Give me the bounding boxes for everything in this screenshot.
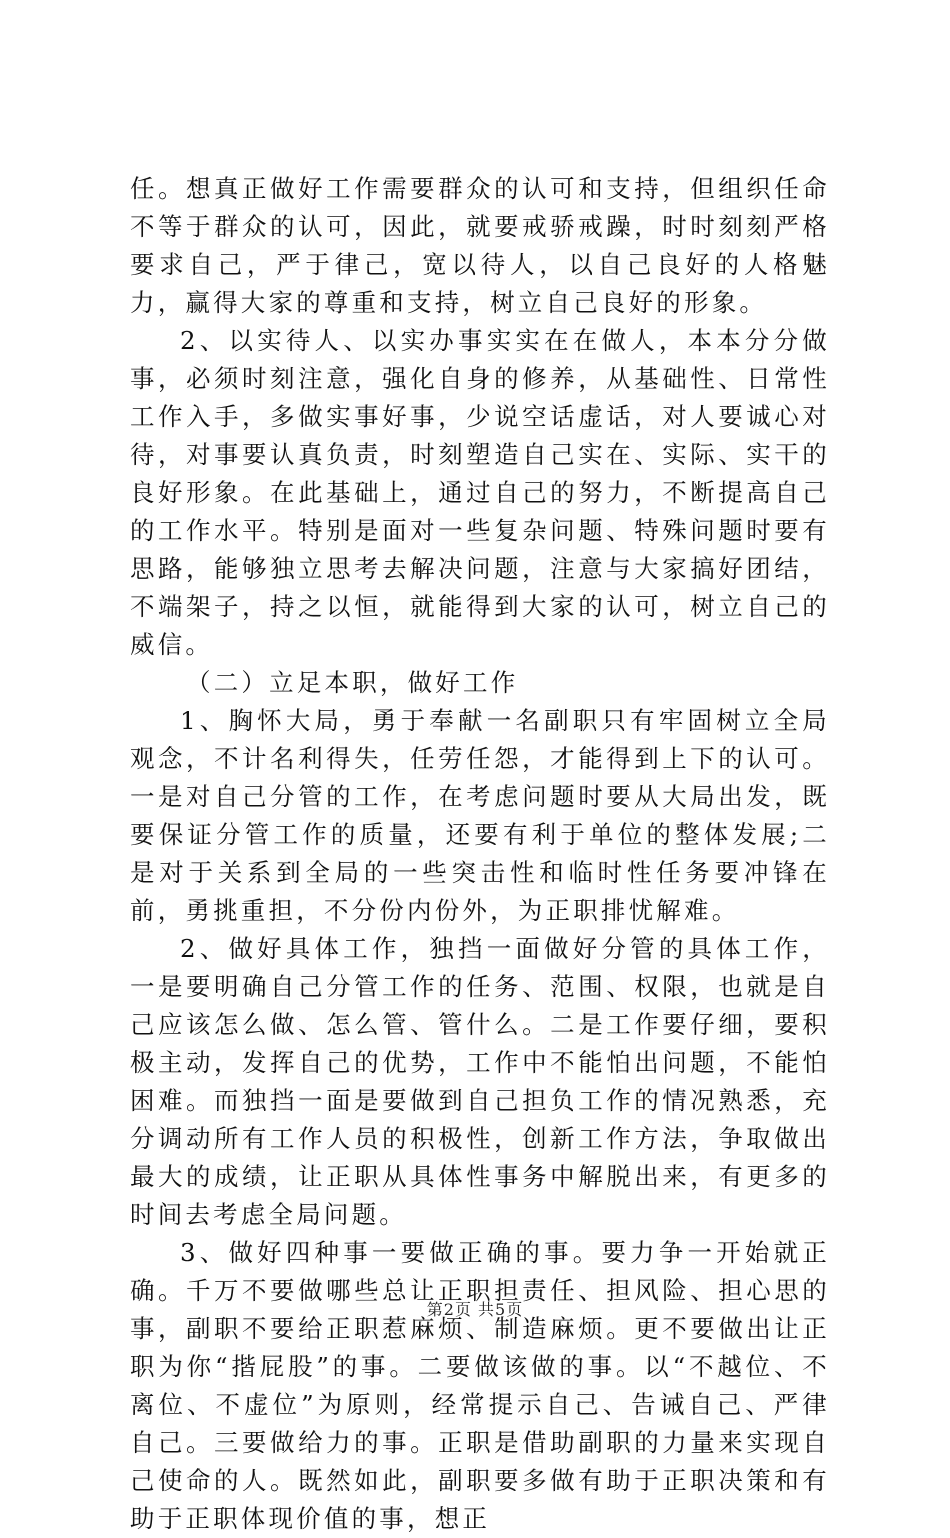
paragraph-item-1-big-picture: 1、胸怀大局，勇于奉献一名副职只有牢固树立全局观念，不计名利得失，任劳任怨，才能得到上下的认可。一是对自己分管的工作，在考虑问题时要从大局出发，既要保证分管工作的质量，还要有利于单位的整体发展;二是对于关系到全局的一些突击性和临时性任务要冲锋在前，勇挑重担，不分份内份外，为正职排忧解难。 xyxy=(130,706,830,925)
page-number-footer: 第2页 共5页 xyxy=(426,1300,524,1319)
paragraph-continuation: 任。想真正做好工作需要群众的认可和支持，但组织任命不等于群众的认可，因此，就要戒骄戒躁，时时刻刻严格要求自己，严于律己，宽以待人，以自己良好的人格魅力，赢得大家的尊重和支持，树立自己良好的形象。 xyxy=(130,174,830,317)
document-body xyxy=(130,170,830,1538)
paragraph-item-2-specific-work: 2、做好具体工作，独挡一面做好分管的具体工作，一是要明确自己分管工作的任务、范围、权限，也就是自己应该怎么做、怎么管、管什么。二是工作要仔细，要积极主动，发挥自己的优势，工作中不能怕出问题，不能怕困难。而独挡一面是要做到自己担负工作的情况熟悉，充分调动所有工作人员的积极性，创新工作方法，争取做出最大的成绩，让正职从具体性事务中解脱出来，有更多的时间去考虑全局问题。 xyxy=(130,934,830,1229)
section-heading-2: （二）立足本职，做好工作 xyxy=(186,668,519,697)
paragraph-item-2-practical: 2、以实待人、以实办事实实在在做人，本本分分做事，必须时刻注意，强化自身的修养，从基础性、日常性工作入手，多做实事好事，少说空话虚话，对人要诚心对待，对事要认真负责，时刻塑造自己实在、实际、实干的良好形象。在此基础上，通过自己的努力，不断提高自己的工作水平。特别是面对一些复杂问题、特殊问题时要有思路，能够独立思考去解决问题，注意与大家搞好团结，不端架子，持之以恒，就能得到大家的认可，树立自己的威信。 xyxy=(130,326,830,659)
paragraph-item-3-four-things: 3、做好四种事一要做正确的事。要力争一开始就正确。千万不要做哪些总让正职担责任、担风险、担心思的事，副职不要给正职惹麻烦、制造麻烦。更不要做出让正职为你“揩屁股”的事。二要做该做的事。以“不越位、不离位、不虚位”为原则，经常提示自己、告诫自己、严律自己。三要做给力的事。正职是借助副职的力量来实现自己使命的人。既然如此，副职要多做有助于正职决策和有助于正职体现价值的事，想正 xyxy=(130,1238,830,1533)
